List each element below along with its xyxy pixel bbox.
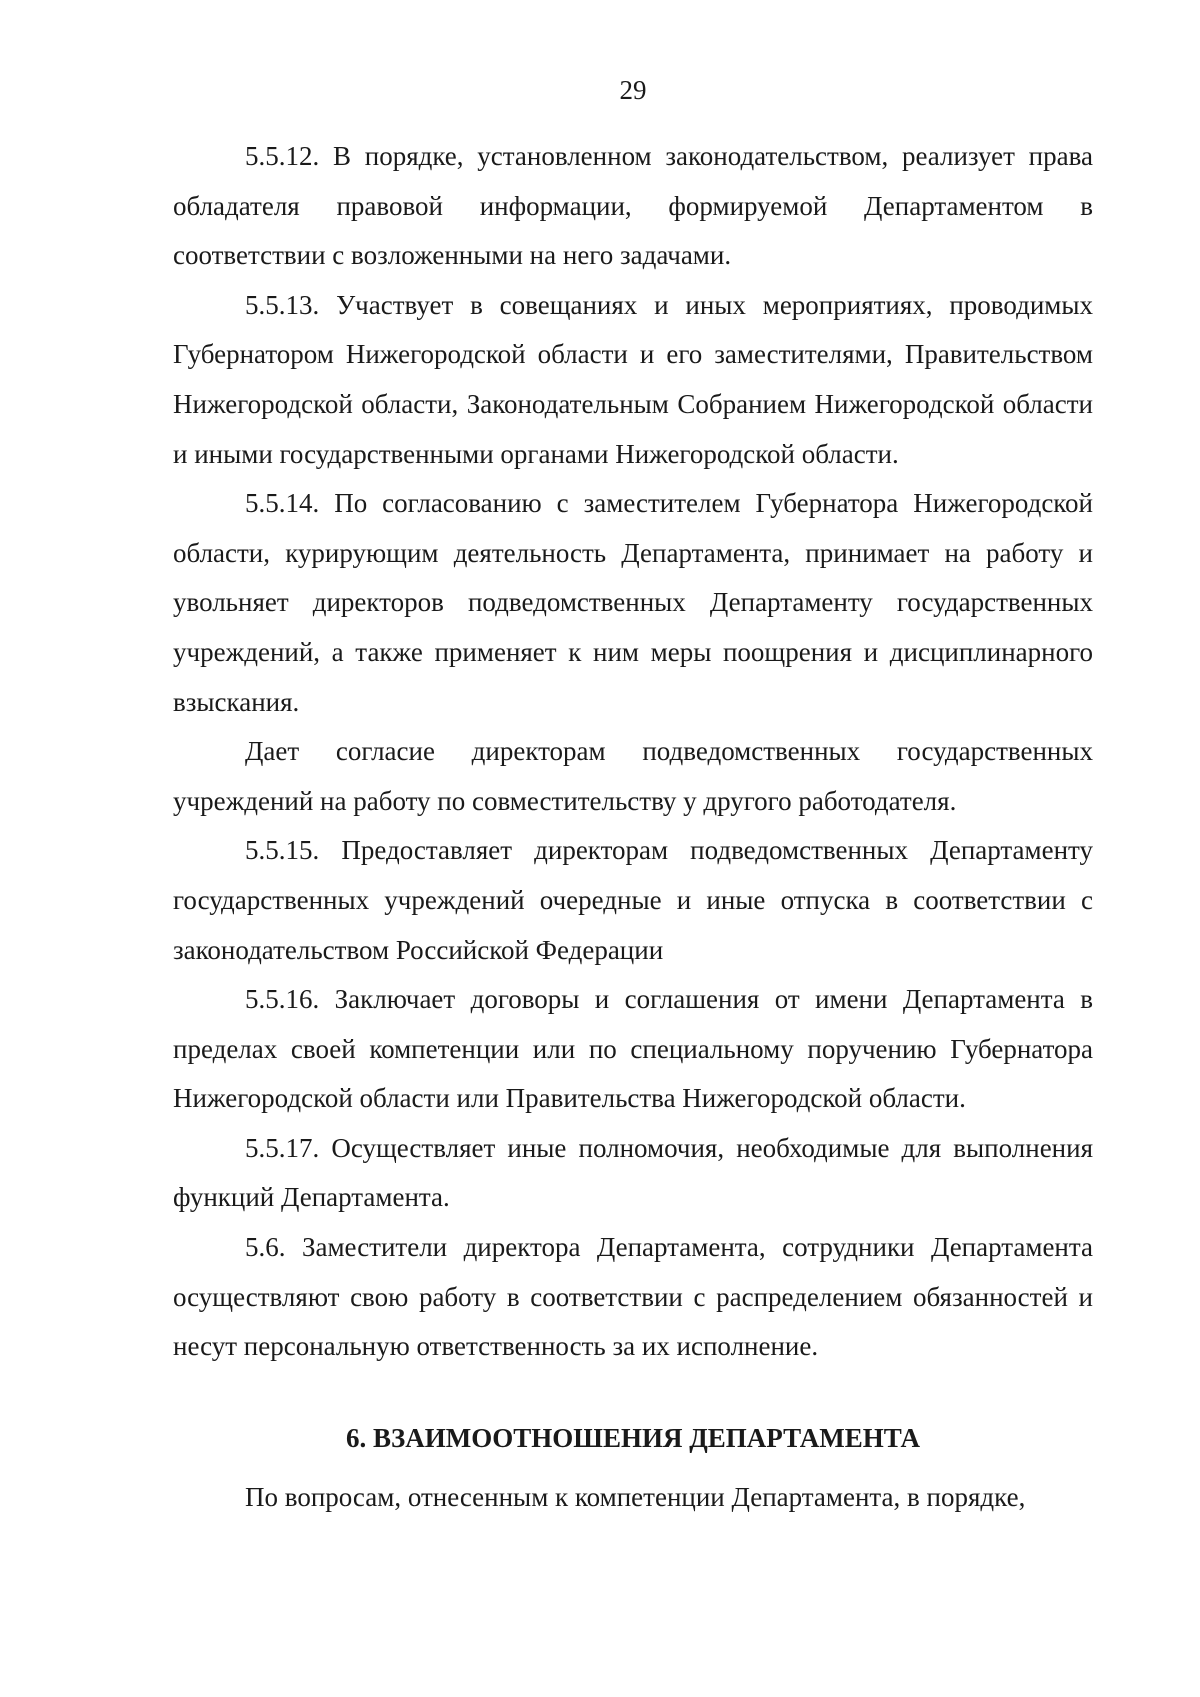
paragraph-5-5-17: 5.5.17. Осуществляет иные полномочия, необходимые для выполнения функций Департамента. (173, 1132, 1093, 1213)
paragraph-5-5-14: 5.5.14. По согласованию с заместителем Губернатора Нижегородской области, курирующим деятельность Департамента, принимает на работу и увольняет директоров подведомственных Департаменту государственных учреждений, а также применяет к ним меры поощрения и дисциплинарного взыскания. (173, 488, 1093, 717)
paragraph-5-5-16: 5.5.16. Заключает договоры и соглашения от имени Департамента в пределах своей компетенции или по специальному поручению Губернатора Нижегородской области или Правительства Нижегородской области. (173, 984, 1093, 1114)
document-body (173, 132, 1093, 1523)
paragraph-5-5-12: 5.5.12. В порядке, установленном законодательством, реализует права обладателя правовой информации, формируемой Департаментом в соответствии с возложенными на него задачами. (173, 141, 1093, 271)
paragraph-section-6-start: По вопросам, отнесенным к компетенции Департамента, в порядке, (245, 1482, 1026, 1513)
paragraph-5-5-13: 5.5.13. Участвует в совещаниях и иных мероприятиях, проводимых Губернатором Нижегородской области и его заместителями, Правительством Нижегородской области, Законодательным Собранием Нижегородской области и иными государственными органами Нижегородской области. (173, 289, 1093, 469)
section-heading: 6. ВЗАИМООТНОШЕНИЯ ДЕПАРТАМЕНТА (346, 1422, 920, 1453)
paragraph-consent: Дает согласие директорам подведомственных государственных учреждений на работу по совместительству у другого работодателя. (173, 736, 1093, 816)
page-number: 29 (619, 75, 647, 105)
paragraph-5-5-15: 5.5.15. Предоставляет директорам подведомственных Департаменту государственных учреждений очередные и иные отпуска в соответствии с законодательством Российской Федерации (173, 835, 1093, 965)
paragraph-5-6: 5.6. Заместители директора Департамента, сотрудники Департамента осуществляют свою работу в соответствии с распределением обязанностей и несут персональную ответственность за их исполнение. (173, 1232, 1093, 1362)
